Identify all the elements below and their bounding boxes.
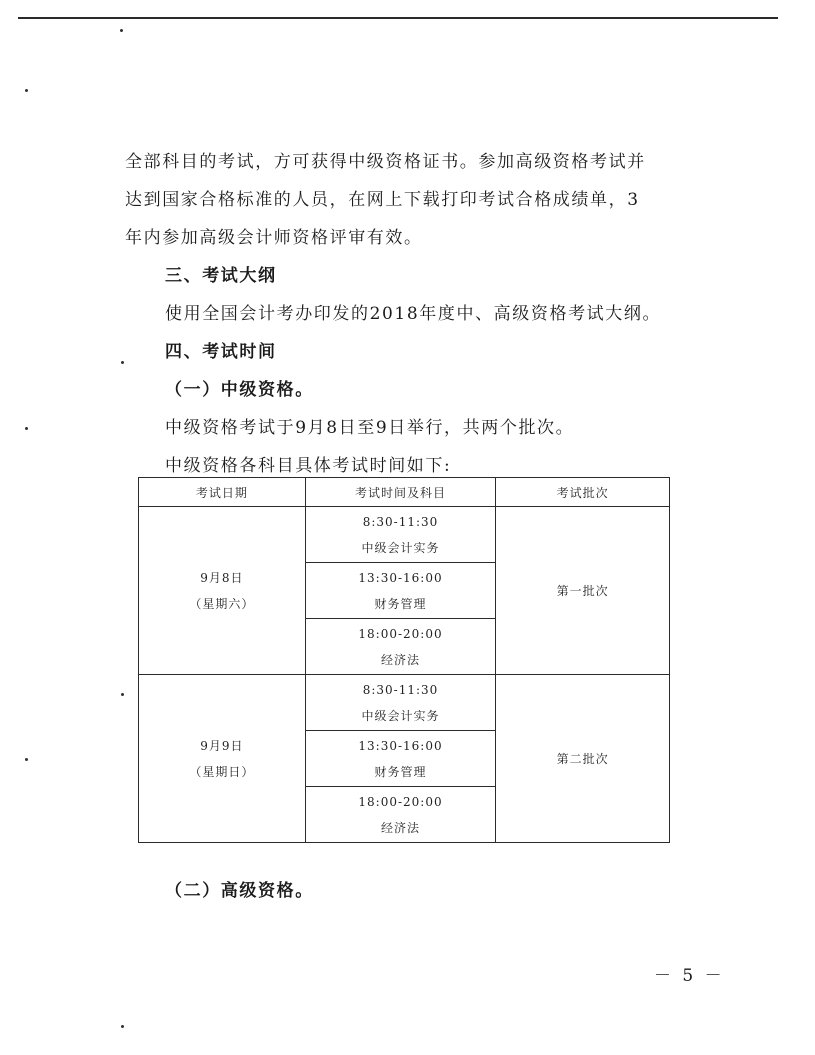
body-paragraph-line: 全部科目的考试，方可获得中级资格证书。参加高级资格考试并	[125, 152, 646, 172]
session-subject: 财务管理	[374, 764, 427, 779]
session-cell	[305, 787, 496, 843]
exam-date-cell	[139, 507, 306, 675]
session-time: 18:00-20:00	[358, 626, 443, 641]
session-cell	[305, 563, 496, 619]
session-time: 8:30-11:30	[362, 682, 439, 697]
exam-batch-cell: 第一批次	[496, 507, 670, 675]
exam-date-cell	[139, 675, 306, 843]
exam-date: 9月8日	[200, 570, 244, 585]
session-time: 8:30-11:30	[362, 514, 439, 529]
session-subject: 中级会计实务	[361, 708, 440, 723]
scan-speck	[25, 89, 28, 92]
header-exam-time-subject: 考试时间及科目	[305, 478, 496, 507]
section-heading-outline: 三、考试大纲	[165, 266, 277, 286]
exam-weekday: （星期日）	[189, 764, 255, 779]
scan-speck	[25, 758, 28, 761]
intermediate-exam-paragraph: 中级资格考试于9月8日至9日举行，共两个批次。	[165, 418, 575, 438]
scan-speck	[121, 693, 124, 696]
session-time: 13:30-16:00	[358, 570, 443, 585]
session-cell	[305, 619, 496, 675]
session-subject: 中级会计实务	[361, 540, 440, 555]
body-paragraph-line: 年内参加高级会计师资格评审有效。	[125, 228, 423, 248]
exam-batch-cell: 第二批次	[496, 675, 670, 843]
session-cell	[305, 507, 496, 563]
exam-schedule-table	[138, 477, 670, 843]
exam-date: 9月9日	[200, 738, 244, 753]
exam-weekday: （星期六）	[189, 596, 255, 611]
page-number: － 5 －	[654, 966, 725, 986]
session-subject: 财务管理	[374, 596, 427, 611]
scan-speck	[120, 29, 123, 32]
outline-paragraph: 使用全国会计考办印发的2018年度中、高级资格考试大纲。	[165, 304, 662, 324]
subsection-heading-senior: （二）高级资格。	[165, 881, 314, 901]
body-paragraph-line: 达到国家合格标准的人员，在网上下载打印考试合格成绩单，3	[125, 190, 640, 210]
table-row	[139, 507, 670, 563]
session-time: 18:00-20:00	[358, 794, 443, 809]
table-row	[139, 675, 670, 731]
intermediate-schedule-intro: 中级资格各科目具体考试时间如下:	[165, 456, 452, 476]
header-rule	[18, 17, 778, 19]
table-header-row	[139, 478, 670, 507]
header-exam-date: 考试日期	[139, 478, 306, 507]
session-subject: 经济法	[381, 820, 421, 835]
session-subject: 经济法	[381, 652, 421, 667]
session-cell	[305, 731, 496, 787]
scan-speck	[121, 361, 124, 364]
section-heading-exam-time: 四、考试时间	[165, 342, 277, 362]
document-body	[125, 143, 710, 485]
scan-speck	[25, 427, 28, 430]
session-time: 13:30-16:00	[358, 738, 443, 753]
session-cell	[305, 675, 496, 731]
subsection-heading-intermediate: （一）中级资格。	[165, 380, 314, 400]
scan-speck	[121, 1025, 124, 1028]
header-exam-batch: 考试批次	[496, 478, 670, 507]
